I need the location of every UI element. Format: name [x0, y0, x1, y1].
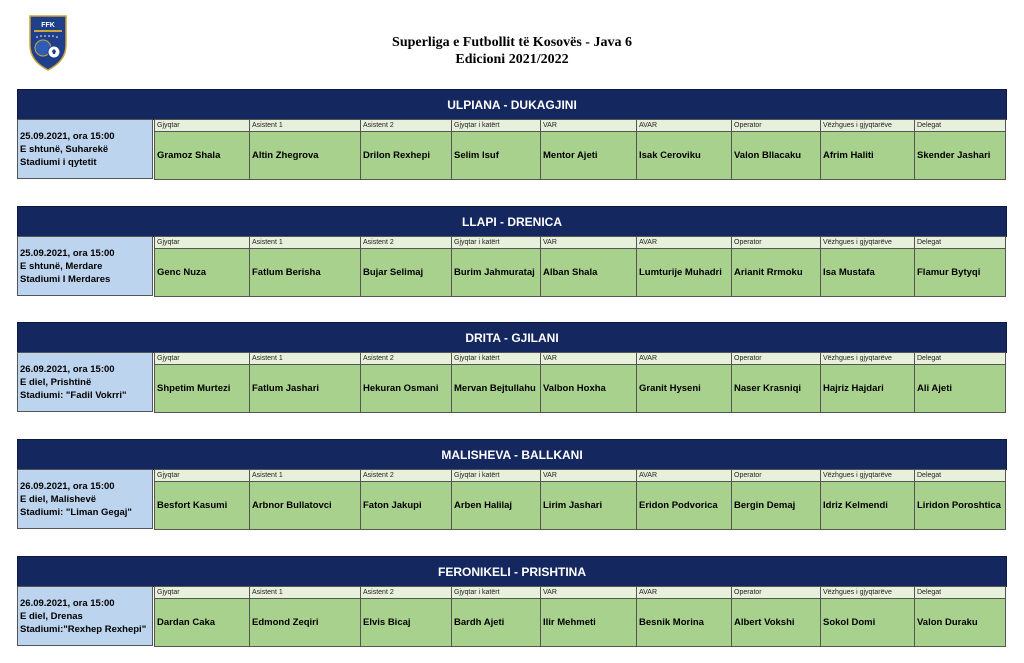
match-info — [17, 352, 153, 412]
official-name: Isa Mustafa — [820, 249, 914, 297]
role-label: Gjyqtar i katërt — [451, 586, 540, 599]
match-block — [17, 439, 1007, 530]
official-name: Besfort Kasumi — [154, 482, 249, 530]
official-cell — [451, 119, 540, 179]
official-cell — [820, 236, 914, 296]
official-name: Idriz Kelmendi — [820, 482, 914, 530]
official-name: Burim Jahmurataj — [451, 249, 540, 297]
official-cell — [820, 469, 914, 529]
official-cell — [914, 119, 1006, 179]
role-label: VAR — [540, 352, 636, 365]
role-label: Operator — [731, 586, 820, 599]
match-title: MALISHEVA - BALLKANI — [17, 439, 1007, 470]
official-cell — [360, 119, 451, 179]
match-day-place: E diel, Drenas — [20, 610, 83, 622]
official-name: Skender Jashari — [914, 132, 1006, 180]
official-name: Hajriz Hajdari — [820, 365, 914, 413]
match-day-place: E diel, Prishtinë — [20, 376, 92, 388]
official-name: Valon Bllacaku — [731, 132, 820, 180]
match-info — [17, 119, 153, 179]
official-name: Ilir Mehmeti — [540, 599, 636, 647]
role-label: Operator — [731, 469, 820, 482]
official-cell — [249, 352, 360, 412]
official-cell — [154, 586, 249, 646]
match-block — [17, 322, 1007, 413]
role-label: AVAR — [636, 586, 731, 599]
role-label: Gjyqtar — [154, 469, 249, 482]
official-name: Flamur Bytyqi — [914, 249, 1006, 297]
official-cell — [540, 352, 636, 412]
official-cell — [540, 469, 636, 529]
role-label: Gjyqtar — [154, 119, 249, 132]
role-label: Vëzhgues i gjyqtarëve — [820, 236, 914, 249]
role-label: Vëzhgues i gjyqtarëve — [820, 119, 914, 132]
official-cell — [360, 352, 451, 412]
official-cell — [914, 236, 1006, 296]
official-cell — [451, 469, 540, 529]
official-name: Valon Duraku — [914, 599, 1006, 647]
role-label: Operator — [731, 352, 820, 365]
role-label: VAR — [540, 236, 636, 249]
official-name: Mervan Bejtullahu — [451, 365, 540, 413]
official-name: Albert Vokshi — [731, 599, 820, 647]
official-cell — [820, 586, 914, 646]
role-label: AVAR — [636, 119, 731, 132]
role-label: Delegat — [914, 586, 1006, 599]
official-cell — [731, 236, 820, 296]
role-label: Asistent 2 — [360, 119, 451, 132]
role-label: Vëzhgues i gjyqtarëve — [820, 586, 914, 599]
role-label: Asistent 1 — [249, 352, 360, 365]
match-block — [17, 89, 1007, 180]
logo-text: FFK — [41, 22, 55, 29]
match-stadium: Stadiumi I Merdares — [20, 273, 111, 285]
official-name: Selim Isuf — [451, 132, 540, 180]
officials-row — [154, 236, 1006, 296]
role-label: Delegat — [914, 119, 1006, 132]
match-title: DRITA - GJILANI — [17, 322, 1007, 353]
official-cell — [154, 352, 249, 412]
match-day-place: E shtunë, Suharekë — [20, 143, 109, 155]
official-cell — [249, 119, 360, 179]
role-label: Asistent 1 — [249, 119, 360, 132]
role-label: Gjyqtar — [154, 236, 249, 249]
official-cell — [636, 586, 731, 646]
role-label: AVAR — [636, 352, 731, 365]
role-label: VAR — [540, 469, 636, 482]
match-date: 26.09.2021, ora 15:00 — [20, 480, 115, 492]
role-label: Asistent 1 — [249, 469, 360, 482]
official-cell — [731, 119, 820, 179]
official-cell — [154, 119, 249, 179]
official-name: Drilon Rexhepi — [360, 132, 451, 180]
officials-row — [154, 586, 1006, 646]
official-name: Shpetim Murtezi — [154, 365, 249, 413]
match-date: 26.09.2021, ora 15:00 — [20, 597, 115, 609]
official-name: Valbon Hoxha — [540, 365, 636, 413]
official-name: Bardh Ajeti — [451, 599, 540, 647]
role-label: Delegat — [914, 469, 1006, 482]
match-stadium: Stadiumi: "Fadil Vokrri" — [20, 389, 127, 401]
official-cell — [154, 469, 249, 529]
page-subtitle: Edicioni 2021/2022 — [455, 52, 569, 67]
official-name: Liridon Poroshtica — [914, 482, 1006, 530]
official-name: Sokol Domi — [820, 599, 914, 647]
official-cell — [636, 352, 731, 412]
match-info — [17, 236, 153, 296]
official-name: Arbnor Bullatovci — [249, 482, 360, 530]
role-label: Gjyqtar i katërt — [451, 352, 540, 365]
match-info — [17, 586, 153, 646]
official-cell — [360, 469, 451, 529]
match-title: LLAPI - DRENICA — [17, 206, 1007, 237]
role-label: VAR — [540, 119, 636, 132]
officials-row — [154, 469, 1006, 529]
role-label: Operator — [731, 236, 820, 249]
official-name: Altin Zhegrova — [249, 132, 360, 180]
role-label: Asistent 1 — [249, 586, 360, 599]
role-label: Asistent 2 — [360, 586, 451, 599]
official-cell — [249, 236, 360, 296]
official-name: Bujar Selimaj — [360, 249, 451, 297]
official-name: Gramoz Shala — [154, 132, 249, 180]
page-title: Superliga e Futbollit të Kosovës - Java 6 — [392, 35, 632, 50]
match-day-place: E shtunë, Merdare — [20, 260, 103, 272]
official-cell — [636, 119, 731, 179]
match-date: 25.09.2021, ora 15:00 — [20, 130, 115, 142]
official-name: Elvis Bicaj — [360, 599, 451, 647]
official-cell — [914, 586, 1006, 646]
role-label: Gjyqtar — [154, 586, 249, 599]
officials-row — [154, 352, 1006, 412]
official-cell — [820, 352, 914, 412]
match-title: ULPIANA - DUKAGJINI — [17, 89, 1007, 120]
role-label: Vëzhgues i gjyqtarëve — [820, 352, 914, 365]
official-name: Isak Ceroviku — [636, 132, 731, 180]
official-name: Fatlum Jashari — [249, 365, 360, 413]
role-label: Gjyqtar i katërt — [451, 469, 540, 482]
official-name: Edmond Zeqiri — [249, 599, 360, 647]
official-cell — [731, 586, 820, 646]
match-date: 26.09.2021, ora 15:00 — [20, 363, 115, 375]
role-label: Asistent 2 — [360, 469, 451, 482]
match-date: 25.09.2021, ora 15:00 — [20, 247, 115, 259]
role-label: Vëzhgues i gjyqtarëve — [820, 469, 914, 482]
official-cell — [914, 469, 1006, 529]
official-cell — [540, 119, 636, 179]
match-title: FERONIKELI - PRISHTINA — [17, 556, 1007, 587]
match-info — [17, 469, 153, 529]
official-name: Lirim Jashari — [540, 482, 636, 530]
official-cell — [360, 586, 451, 646]
role-label: Asistent 2 — [360, 352, 451, 365]
official-cell — [636, 236, 731, 296]
official-cell — [154, 236, 249, 296]
official-cell — [540, 586, 636, 646]
role-label: AVAR — [636, 236, 731, 249]
official-name: Naser Krasniqi — [731, 365, 820, 413]
official-name: Granit Hyseni — [636, 365, 731, 413]
official-cell — [731, 352, 820, 412]
official-name: Eridon Podvorica — [636, 482, 731, 530]
role-label: Delegat — [914, 236, 1006, 249]
role-label: Gjyqtar — [154, 352, 249, 365]
official-name: Dardan Caka — [154, 599, 249, 647]
match-stadium: Stadiumi:"Rexhep Rexhepi" — [20, 623, 147, 635]
official-name: Arianit Rrmoku — [731, 249, 820, 297]
official-name: Lumturije Muhadri — [636, 249, 731, 297]
official-name: Fatlum Berisha — [249, 249, 360, 297]
official-name: Besnik Morina — [636, 599, 731, 647]
role-label: VAR — [540, 586, 636, 599]
role-label: Asistent 2 — [360, 236, 451, 249]
official-cell — [451, 586, 540, 646]
official-cell — [451, 352, 540, 412]
official-name: Ali Ajeti — [914, 365, 1006, 413]
official-cell — [820, 119, 914, 179]
official-name: Afrim Haliti — [820, 132, 914, 180]
official-cell — [451, 236, 540, 296]
role-label: Asistent 1 — [249, 236, 360, 249]
role-label: Gjyqtar i katërt — [451, 119, 540, 132]
role-label: Operator — [731, 119, 820, 132]
official-cell — [360, 236, 451, 296]
role-label: AVAR — [636, 469, 731, 482]
official-cell — [540, 236, 636, 296]
official-name: Arben Halilaj — [451, 482, 540, 530]
match-stadium: Stadiumi: "Liman Gegaj" — [20, 506, 132, 518]
official-name: Bergin Demaj — [731, 482, 820, 530]
official-name: Genc Nuza — [154, 249, 249, 297]
match-block — [17, 556, 1007, 647]
official-name: Mentor Ajeti — [540, 132, 636, 180]
official-name: Faton Jakupi — [360, 482, 451, 530]
official-cell — [636, 469, 731, 529]
official-cell — [731, 469, 820, 529]
official-cell — [249, 469, 360, 529]
match-block — [17, 206, 1007, 297]
official-name: Alban Shala — [540, 249, 636, 297]
match-day-place: E diel, Malishevë — [20, 493, 97, 505]
role-label: Gjyqtar i katërt — [451, 236, 540, 249]
role-label: Delegat — [914, 352, 1006, 365]
official-cell — [914, 352, 1006, 412]
officials-row — [154, 119, 1006, 179]
official-name: Hekuran Osmani — [360, 365, 451, 413]
official-cell — [249, 586, 360, 646]
match-stadium: Stadiumi i qytetit — [20, 156, 97, 168]
